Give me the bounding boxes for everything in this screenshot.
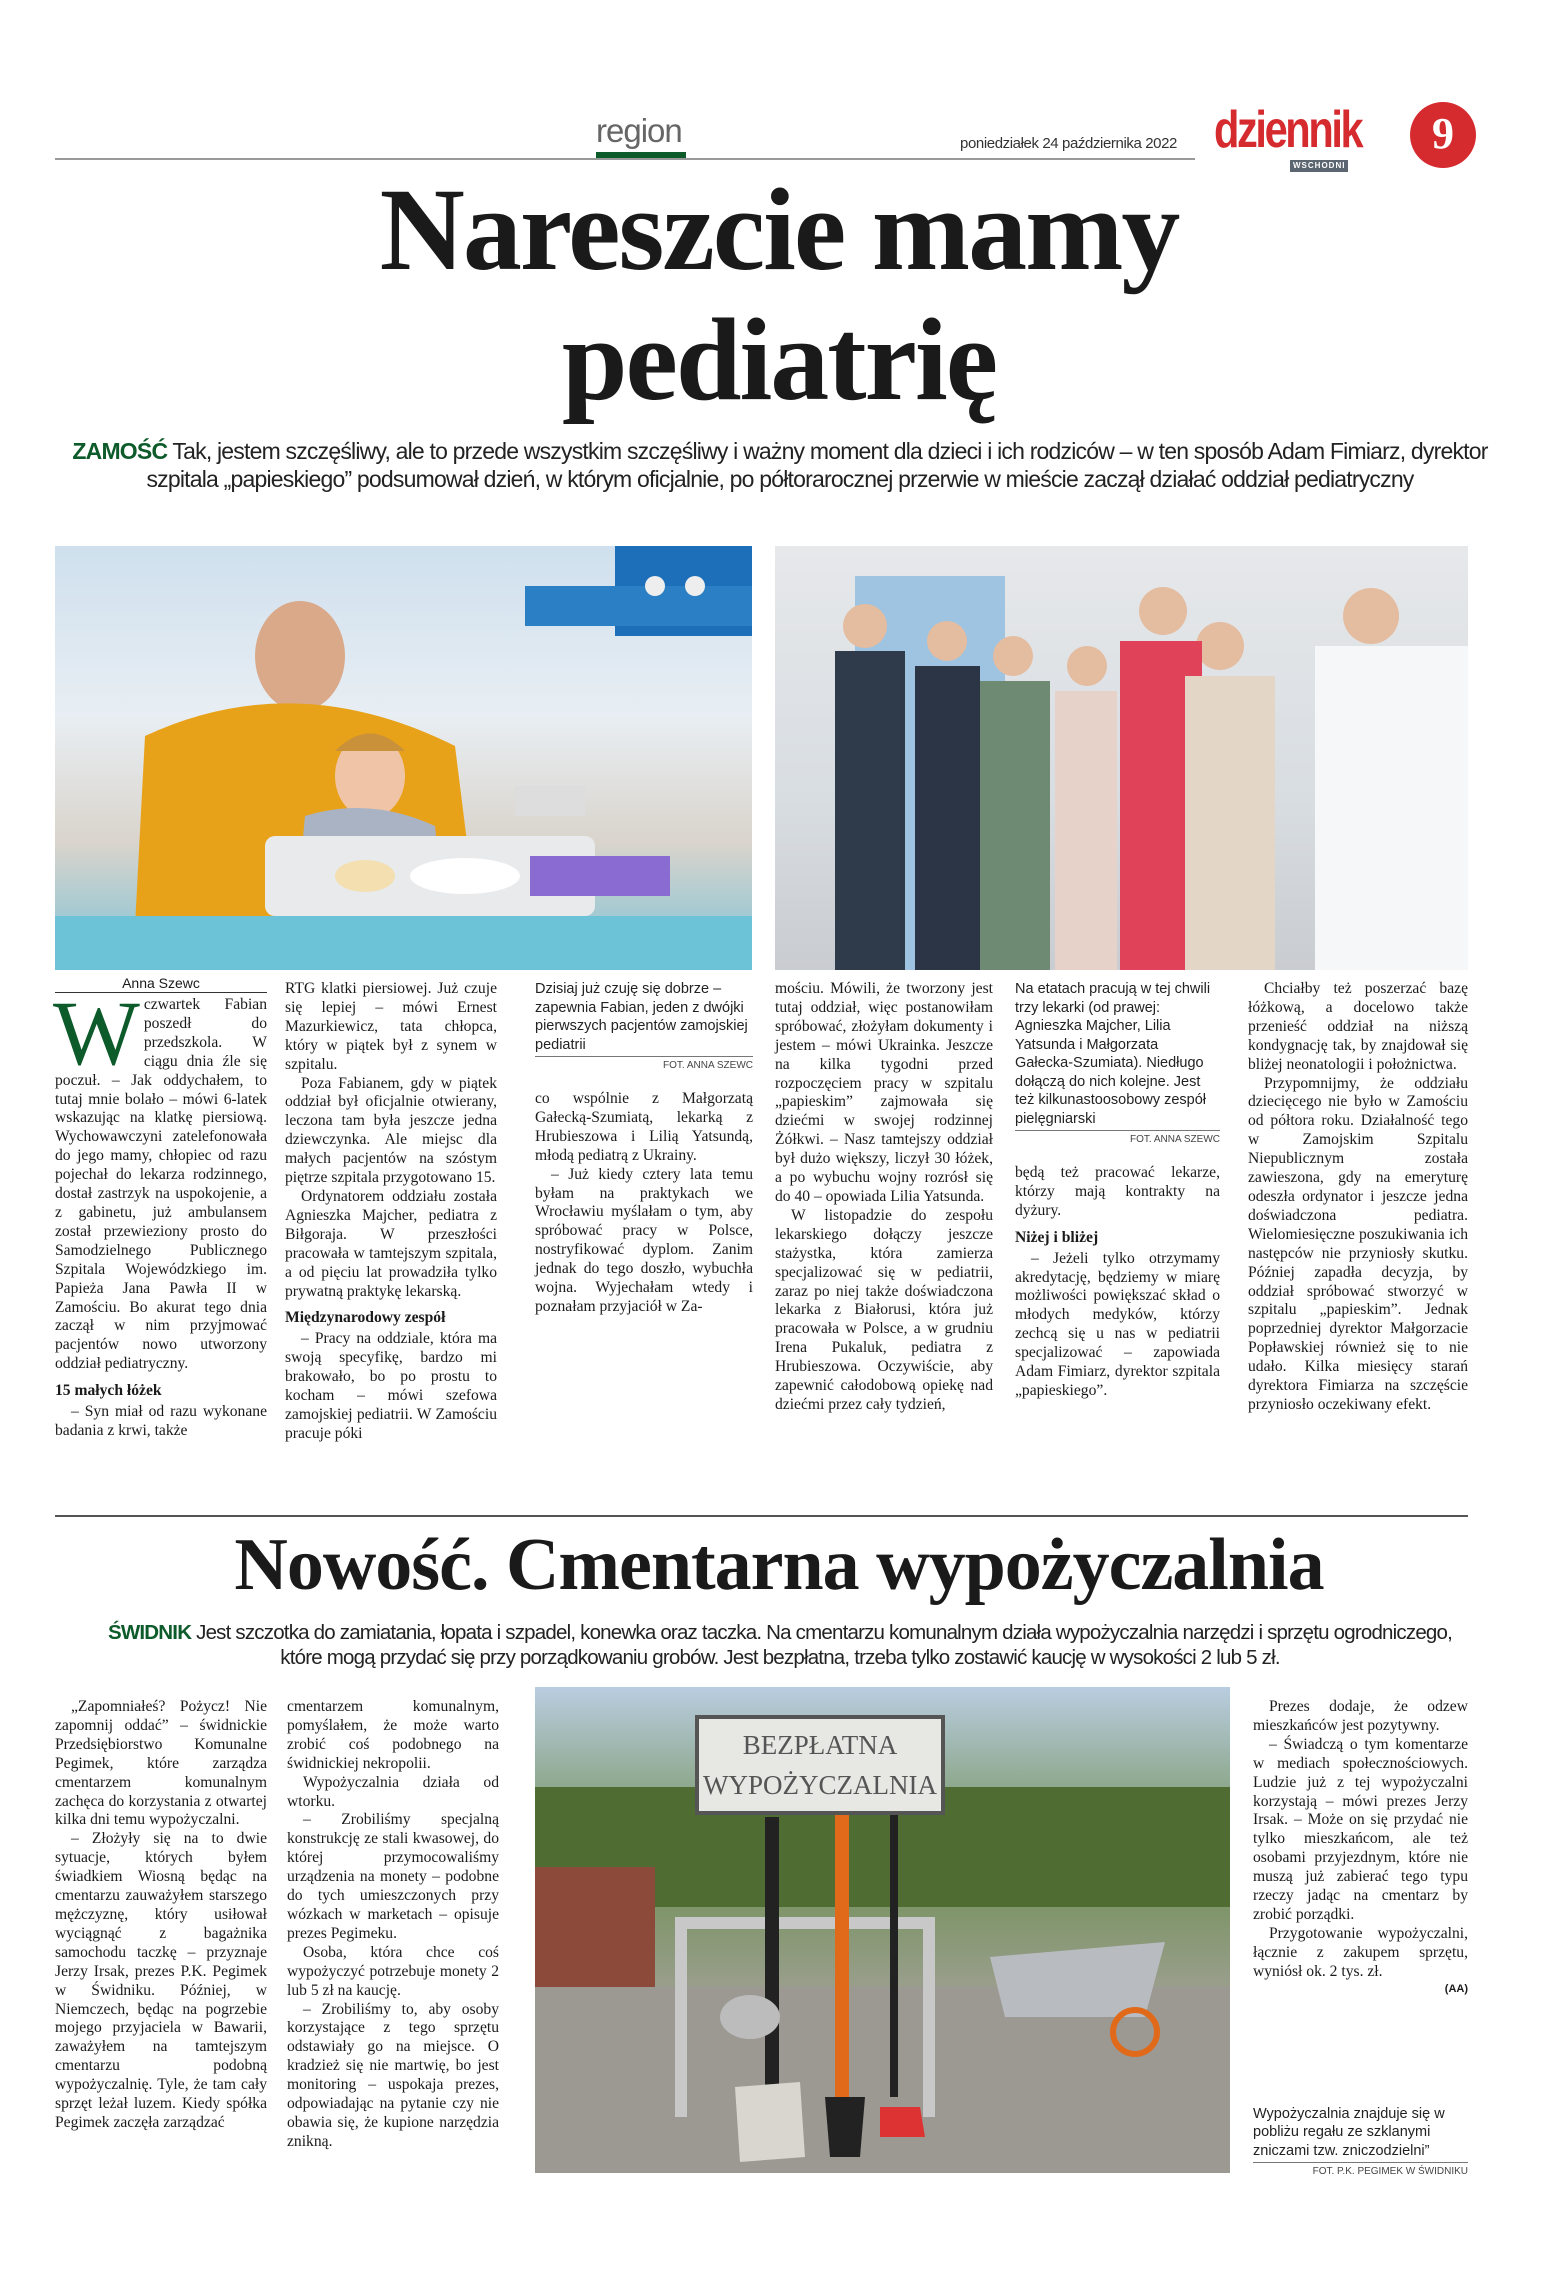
paragraph: Ordynatorem oddziału została Agnieszka Majcher, pediatra z Biłgoraja. W przeszłości pracowała w tamtejszym szpitala, a od pięciu lat prowadziła tylko prywatną praktykę lekarską. (285, 1187, 497, 1300)
spacer (1015, 1146, 1220, 1164)
paragraph: Osoba, która chce coś wypożyczyć potrzebuje monety 2 lub 5 zł na kaucję. (287, 1943, 499, 1999)
article1-title-line1: Nareszcie mamy (379, 164, 1179, 295)
photo-credit: FOT. P.K. PEGIMEK W ŚWIDNIKU (1312, 2166, 1468, 2177)
page-number: 9 (1410, 102, 1476, 168)
paragraph: „Zapomniałeś? Pożycz! Nie zapomnij oddać” – świdnickie Przedsiębiorstwo Komunalne Pegimek, które zarządza cmentarzem komunalnym zachęca do korzystania z otwartej kilka dni temu wypożyczalni. (55, 1698, 267, 1829)
paragraph: Prezes dodaje, że odzew mieszkańców jest pozytywny. (1253, 1698, 1468, 1734)
photo-medical-team (775, 546, 1468, 970)
drop-cap: W (53, 982, 140, 1084)
paragraph: – Złożyły się na to dwie sytuacje, których byłem świadkiem Wiosną będąc na cmentarzu zauważyłem starszego mężczyznę, który usiłował wyciągnąć z bagażnika samochodu taczkę – przyznaje Jerzy Irsak, prezes P.K. Pegimek w Świdniku. Później, w Niemczech, będąc na pogrzebie mojego przyjaciela w Bawarii, zaważyłem na tamtejszym cmentarzu podobną wypożyczalnię. Tyle, że tam cały sprzęt leżał luzem. Kiedy spółka Pegimek zaczęła zarządzać (55, 1830, 267, 2131)
paragraph: Przypomnijmy, że oddziału dziecięcego nie było w Zamościu od półtora roku. Działalność tego w Zamojskim Szpitalu Niepublicznym została zawieszona, gdy na emeryturę odeszła ordynator i jeszcze jedna doświadczona pediatra. Wielomiesięczne poszukiwania ich następców nie przyniosły skutku. Później zapadła decyzja, by oddział spróbować stworzyć w szpitalu „papieskim”. Jednak poprzedniej dyrektor Małgorzacie Popławskiej również się to nie udało. Kilka miesięcy starań dyrektora Fimiarza na szczęście przyniosło oczekiwany efekt. (1248, 1074, 1468, 1413)
paragraph: będą też pracować lekarze, którzy mają kontrakty na dyżury. (1015, 1164, 1220, 1219)
article2-column-3-stack (1253, 1698, 1468, 2178)
sign-line-2: WYPOŻYCZALNIA (703, 1770, 937, 1800)
article1-column-3-stack (535, 980, 753, 1317)
header-rule (55, 158, 1195, 160)
article1-column-6 (1248, 980, 1468, 1415)
issue-date: poniedziałek 24 października 2022 (960, 135, 1177, 152)
paragraph: – Pracy na oddziale, która ma swoją specyfikę, bardzo mi brakowało, bo po prostu to kocham – mówi szefowa zamojskiej pediatrii. W Zamościu pracuje póki (285, 1330, 497, 1442)
subheading: Międzynarodowy zespół (285, 1309, 446, 1327)
article2-title: Nowość. Cmentarna wypożyczalnia (234, 1524, 1324, 1606)
photo-credit: FOT. ANNA SZEWC (1129, 1134, 1220, 1145)
photo-boy-with-father (55, 546, 752, 970)
article2-column-3 (1253, 1698, 1468, 1996)
lead-text: Tak, jestem szczęśliwy, ale to przede wszystkim szczęśliwy i ważny moment dla dzieci i ich rodziców – w ten sposób Adam Fimiarz, dyrektor szpitala „papieskiego” podsumował dzień, w którym oficjalnie, po półtorarocznej przerwie w mieście zaczął działać oddział pediatryczny (146, 438, 1488, 492)
paragraph: – Zrobiliśmy to, aby osoby korzystające z tego sprzętu odstawiały go na miejsce. O kradzież się nie martwię, bo jest monitoring – uspokaja prezes, odpowiadając na pytanie czy nie obawia się, że kupione narzędzia znikną. (287, 2000, 499, 2150)
section-label: region (596, 112, 682, 149)
spacer (1253, 1996, 1468, 2105)
paragraph: – Jeżeli tylko otrzymamy akredytację, będziemy w miarę możliwości powiększać skład o młodych medyków, którzy zechcą się u nas w pediatrii specjalizować – zapowiada Adam Fimiarz, dyrektor szpitala „papieskiego”. (1015, 1249, 1220, 1399)
article1-byline: Anna Szewc (55, 975, 267, 993)
photo-caption-3 (1253, 2105, 1468, 2179)
article1-column-3 (535, 1090, 753, 1317)
photo-boy-illustration (55, 546, 752, 970)
caption-text: Wypożyczalnia znajduje się w pobliżu regału ze szklanymi zniczami tzw. zniczodzielni” (1253, 2105, 1468, 2164)
paragraph: co wspólnie z Małgorzatą Gałecką-Szumiatą, lekarką z Hrubieszowa i Lilią Yatsundą, młodą pediatrą z Ukrainy. (535, 1090, 753, 1164)
article2-lead (90, 1620, 1470, 1670)
photo-credit: FOT. ANNA SZEWC (662, 1060, 753, 1071)
subheading: Niżej i bliżej (1015, 1228, 1099, 1246)
photo-caption-2 (1015, 980, 1220, 1146)
article1-lead (70, 437, 1490, 493)
subheading: 15 małych łóżek (55, 1382, 162, 1400)
lead-place: ŚWIDNIK (107, 1621, 192, 1644)
spacer (535, 1072, 753, 1090)
paragraph: cmentarzem komunalnym, pomyślałem, że może warto zrobić coś podobnego na świdnickiej nekropolii. (287, 1698, 499, 1772)
photo-tool-rental-station (535, 1687, 1230, 2173)
paragraph: – Świadczą o tym komentarze w mediach społecznościowych. Ludzie już z tej wypożyczalni korzystają – mówi prezes Jerzy Irsak. – Może on się przydać nie tylko mieszkańcom, ale też osobami przyjezdnym, które nie muszą już zabierać tego typu rzeczy jadąc na cmentarz by zrobić porządki. (1253, 1735, 1468, 1923)
paragraph: Chciałby też poszerzać bazę łóżkową, a docelowo także przenieść oddział na niższą kondygnację tak, by znajdował się bliżej neonatologii i położnictwa. (1248, 980, 1468, 1073)
lead-text: Jest szczotka do zamiatania, łopata i szpadel, konewka oraz taczka. Na cmentarzu komunalnym działa wypożyczalnia narzędzi i sprzętu ogrodniczego, które mogą przydać się przy porządkowaniu grobów. Jest bezpłatna, trzeba tylko zostawić kaucję w wysokości 2 lub 5 zł. (191, 1621, 1453, 1669)
paragraph: RTG klatki piersiowej. Już czuje się lepiej – mówi Ernest Mazurkiewicz, tata chłopca, który w piątek był z synem w szpitalu. (285, 980, 497, 1073)
paragraph: Przygotowanie wypożyczalni, łącznie z zakupem sprzętu, wyniósł ok. 2 tys. zł. (1253, 1924, 1468, 1980)
article1-column-5 (1015, 1164, 1220, 1401)
article2-column-1 (55, 1698, 267, 2133)
sign-line-1: BEZPŁATNA (742, 1730, 898, 1760)
paragraph: – Już kiedy cztery lata temu byłam na praktykach we Wrocławiu myślałam o tym, aby spróbować pracy w Polsce, nostryfikować dyplom. Zanim jednak do tego doszło, wybuchła wojna. Wyjechałam wtedy i poznałam przyjaciół w Za- (535, 1165, 753, 1315)
caption-text: Na etatach pracują w tej chwili trzy lekarki (od prawej: Agnieszka Majcher, Lilia Yatsunda i Małgorzata Gałecka-Szumiata). Niedługo dołączą do nich kolejne. Jest też kilkunastoosobowy zespół pielęgniarski (1015, 980, 1220, 1131)
paragraph: czwartek Fabian poszedł do przedszkola. W ciągu dnia źle się poczuł. – Jak oddychałem, to tutaj mnie bolało – mówi 6-latek wskazując na klatkę piersiową. Wychowawczyni zatelefonowała do jego mamy, chłopiec od razu pojechał do lekarza rodzinnego, dostał zastrzyk na uspokojenie, a z gabinetu, już ambulansem został przewieziony prosto do Samodzielnego Publicznego Szpitala Wojewódzkiego im. Papieża Jana Pawła II w Zamościu. Bo akurat tego dnia zaczął w nim przyjmować pacjentów nowo utworzony oddział pediatryczny. (55, 996, 267, 1373)
article1-column-2 (285, 980, 497, 1444)
paragraph: – Syn miał od razu wykonane badania z krwi, także (55, 1403, 267, 1439)
newspaper-logo: dziennik (1214, 101, 1362, 159)
paragraph: Poza Fabianem, gdy w piątek oddział był oficjalnie otwierany, leczona tam była jeszcze jedna dziewczynka. Ale miejsc dla małych pacjentów na szóstym piętrze szpitala przygotowano 15. (285, 1074, 497, 1187)
rental-sign (695, 1715, 945, 1815)
photo-team-illustration (775, 546, 1468, 970)
article1-title-line2: pediatrię (561, 294, 997, 425)
paragraph: Wypożyczalnia działa od wtorku. (287, 1773, 499, 1810)
author-signature: (AA) (1444, 1982, 1468, 1995)
paragraph: mościu. Mówili, że tworzony jest tutaj oddział, więc postanowiłam spróbować, złożyłam dokumenty i jestem – mówi Ukrainka. Jeszcze na kilka tygodni przed rozpoczęciem pracy w szpitalu „papieskim” zajmowała się dziećmi w swojej rodzinnej Żółkwi. – Nasz tamtejszy oddział był dużo większy, liczył 30 łóżek, a po wybuchu wojny rozrósł się do 40 – opowiada Lilia Yatsunda. (775, 980, 993, 1205)
caption-text: Dzisiaj już czuję się dobrze – zapewnia Fabian, jeden z dwójki pierwszych pacjentów zamojskiej pediatrii (535, 980, 753, 1057)
article2-column-2 (287, 1698, 499, 2152)
article1-column-4 (775, 980, 993, 1415)
photo-caption-1 (535, 980, 753, 1072)
article-divider (55, 1515, 1468, 1517)
paragraph: – Zrobiliśmy specjalną konstrukcję ze stali kwasowej, do której przymocowaliśmy urządzenia na monety – podobne do tych umieszczonych przy wózkach w marketach – opisuje prezes Pegimeku. (287, 1811, 499, 1942)
lead-place: ZAMOŚĆ (72, 438, 168, 464)
article1-column-5-stack (1015, 980, 1220, 1401)
newspaper-logo-sub: WSCHODNI (1290, 160, 1348, 172)
paragraph: W listopadzie do zespołu lekarskiego dołączy jeszcze stażystka, która zamierza specjalizować się w pediatrii, zaraz po niej także doświadczona lekarka z Białorusi, która już pracowała w Polsce, a w grudniu Irena Pukaluk, pediatra z Hrubieszowa. Oczywiście, aby zapewnić całodobową opiekę nad dziećmi przez cały tydzień, (775, 1206, 993, 1413)
